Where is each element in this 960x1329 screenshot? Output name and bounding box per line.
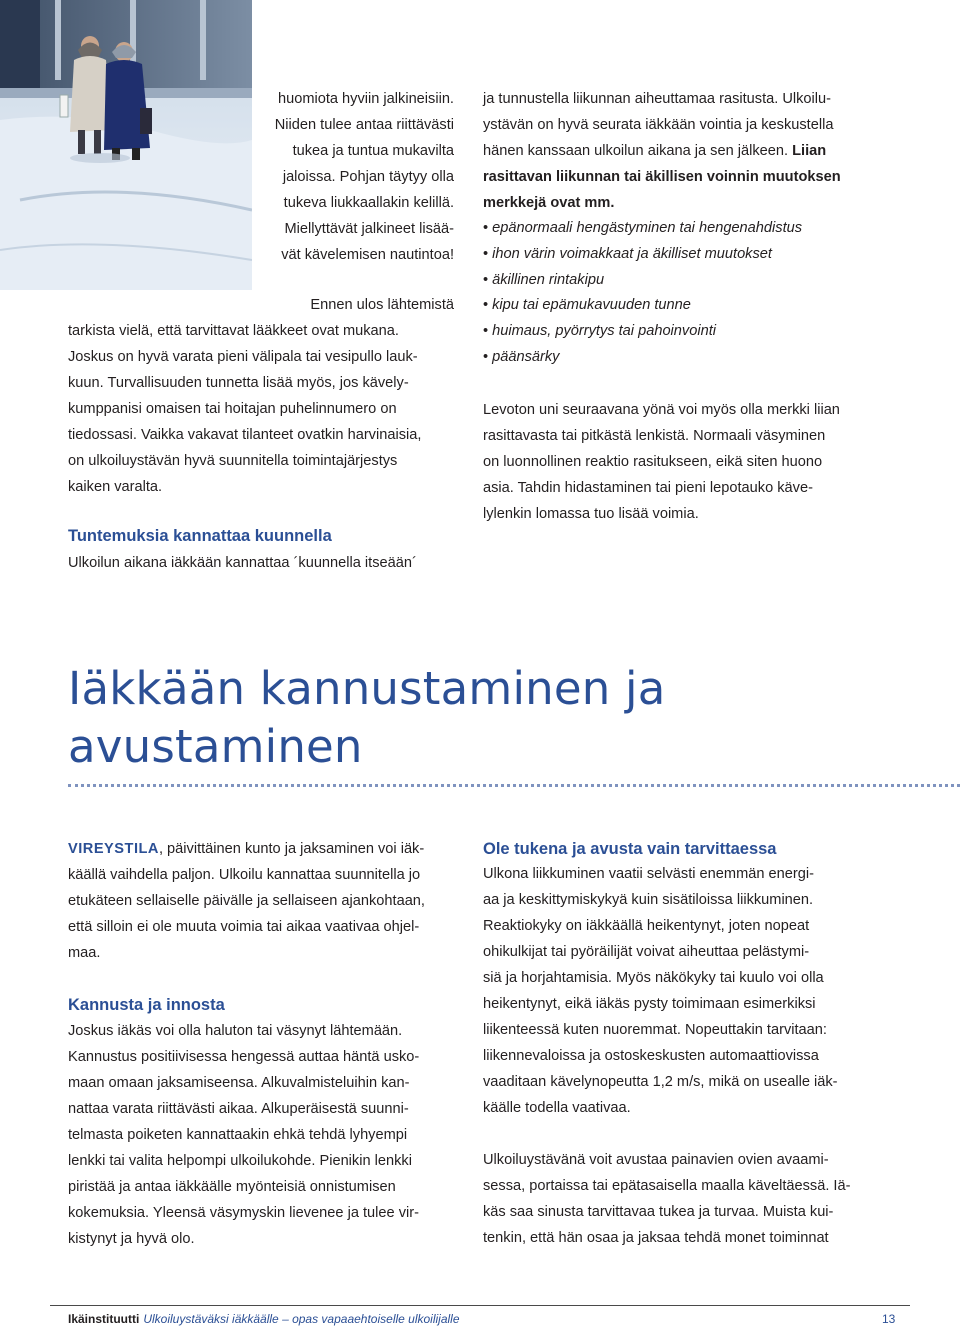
text-line: Kannustus positiivisessa hengessä auttaa häntä usko-: [68, 1049, 420, 1065]
bold-inline: Liian: [792, 143, 827, 159]
text-line: liikennevaloissa ja ostoskeskusten automaattiovissa: [483, 1048, 819, 1064]
text-line: liikenteessä kuten nuoremmat. Nopeuttakin tarvitaan:: [483, 1022, 827, 1038]
right-bottom-column: [483, 837, 883, 1251]
text-line: Ennen ulos lähtemistä: [310, 297, 454, 313]
text-line: kumppanisi omaisen tai hoitajan puhelinnumero on: [68, 401, 397, 417]
text-line: telmasta poiketen kannattaakin ehkä tehdä lyhyempi: [68, 1127, 408, 1143]
text-line: heikentynyt, eikä iäkäs pysty toimimaan esimerkiksi: [483, 996, 816, 1012]
text-line: tukeva liukkaallakin kelillä.: [283, 195, 454, 211]
winter-walk-photo: [0, 0, 252, 290]
text-line: nattaa varata riittävästi aikaa. Alkuperäisestä suunni-: [68, 1101, 409, 1117]
dotted-divider: [68, 784, 960, 787]
text-line: Ulkoiluystävänä voit avustaa painavien ovien avaami-: [483, 1152, 829, 1168]
list-item: • huimaus, pyörrytys tai pahoinvointi: [483, 319, 883, 345]
listen-line: Ulkoilun aikana iäkkään kannattaa ´kuunnella itseään´: [68, 555, 417, 571]
text-line: vaaditaan kävelynopeutta 1,2 m/s, mikä on usealle iäk-: [483, 1074, 838, 1090]
text-line: maan omaan jaksamiseensa. Alkuvalmisteluihin kan-: [68, 1075, 410, 1091]
list-item: • päänsärky: [483, 345, 883, 371]
text-line: huomiota hyviin jalkineisiin.: [277, 91, 454, 107]
text-line: ja tunnustella liikunnan aiheuttamaa rasitusta. Ulkoilu-: [483, 91, 832, 107]
text-line: lenkki tai valita helpompi ulkoilukohde. Pienikin lenkki: [68, 1153, 412, 1169]
text-line: , päivittäinen kunto ja jaksaminen voi iäk-: [158, 841, 425, 857]
text-line: Reaktiokyky on iäkkäällä heikentynyt, joten nopeat: [483, 918, 810, 934]
text-line: kuun. Turvallisuuden tunnetta lisää myös, jos kävely-: [68, 375, 409, 391]
listen-section: [68, 524, 458, 576]
text-line: hänen kanssaan ulkoilun aikana ja sen jälkeen.: [483, 143, 789, 159]
footer: [68, 1311, 460, 1327]
text-line: kaiken varalta.: [68, 479, 163, 495]
text-line: vät kävelemisen nautintoa!: [281, 247, 454, 263]
right-top-column: [483, 86, 883, 527]
text-line: että silloin ei ole muuta voimia tai aikaa vaativaa ohjel-: [68, 919, 420, 935]
warning-signs-list: [483, 216, 883, 371]
text-line: aa ja keskittymiskykyä kuin sisätiloissa liikkuminen.: [483, 892, 814, 908]
text-line: Miellyttävät jalkineet lisää-: [284, 221, 454, 237]
text-line: käällä vaihdella paljon. Ulkoilu kannattaa suunnitella jo: [68, 867, 421, 883]
footer-title: Ulkoiluystäväksi iäkkäälle – opas vapaaehtoiselle ulkoilijalle: [143, 1312, 460, 1326]
bold-line: rasittavan liikunnan tai äkillisen voinnin muutoksen: [483, 169, 841, 185]
footer-org: Ikäinstituutti: [68, 1312, 140, 1326]
text-line: asia. Tahdin hidastaminen tai pieni lepotauko käve-: [483, 479, 813, 496]
listen-heading: Tuntemuksia kannattaa kuunnella: [68, 527, 332, 545]
section-title-line: Iäkkään kannustaminen ja: [68, 662, 666, 715]
section-title: [68, 660, 665, 776]
text-line: ystävän on hyvä seurata iäkkään vointia ja keskustella: [483, 117, 834, 133]
text-line: jaloissa. Pohjan täytyy olla: [282, 169, 454, 185]
footer-rule: [50, 1305, 910, 1306]
text-line: Joskus on hyvä varata pieni välipala tai vesipullo lauk-: [68, 349, 418, 365]
text-line: on luonnollinen reaktio rasitukseen, eikä siten huono: [483, 453, 823, 470]
intro-wrap-text: [252, 86, 454, 268]
text-line: Niiden tulee antaa riittävästi: [274, 117, 454, 133]
text-line: ohikulkijat tai pyöräilijät voivat aiheuttaa pelästymi-: [483, 944, 810, 960]
text-line: Levoton uni seuraavana yönä voi myös olla merkki liian: [483, 401, 840, 418]
text-line: käs saa sinusta tarvittavaa tukea ja turvaa. Muista kui-: [483, 1204, 834, 1220]
text-line: kistynyt ja hyvä olo.: [68, 1231, 195, 1247]
text-line: tenkin, että hän osaa ja jaksaa tehdä monet toiminnat: [483, 1230, 829, 1246]
text-line: käälle todella vaativaa.: [483, 1100, 631, 1116]
list-item: • kipu tai epämukavuuden tunne: [483, 293, 883, 319]
text-line: Ulkona liikkuminen vaatii selvästi enemmän energi-: [483, 866, 814, 882]
text-line: tarkista vielä, että tarvittavat lääkkeet ovat mukana.: [68, 323, 399, 339]
encourage-heading: Kannusta ja innosta: [68, 996, 225, 1014]
text-line: kokemuksia. Yleensä väsymyskin lievenee ja tulee vir-: [68, 1205, 419, 1221]
text-line: sessa, portaissa tai epätasaisella maalla käveltäessä. Iä-: [483, 1178, 851, 1194]
page-number: 13: [882, 1312, 896, 1326]
text-line: maa.: [68, 945, 101, 961]
text-line: lylenkin lomassa tuo lisää voimia.: [483, 505, 699, 522]
lead-word: VIREYSTILA: [68, 841, 159, 857]
section-title-line: avustaminen: [68, 720, 363, 773]
text-line: tukea ja tuntua mukavilta: [292, 143, 454, 159]
text-line: tiedossasi. Vaikka vakavat tilanteet ovatkin harvinaisia,: [68, 427, 422, 443]
support-heading: Ole tukena ja avusta vain tarvittaessa: [483, 840, 777, 858]
list-item: • äkillinen rintakipu: [483, 268, 883, 294]
text-line: piristää ja antaa iäkkäälle myönteisiä onnistumisen: [68, 1179, 396, 1195]
text-line: Joskus iäkäs voi olla haluton tai väsynyt lähtemään.: [68, 1023, 403, 1039]
list-item: • epänormaali hengästyminen tai hengenahdistus: [483, 216, 883, 242]
list-item: • ihon värin voimakkaat ja äkilliset muutokset: [483, 242, 883, 268]
intro-continuation: [68, 292, 454, 500]
bold-line: merkkejä ovat mm.: [483, 195, 615, 211]
text-line: siä ja horjahtamisia. Myös näkökyky tai kuulo voi olla: [483, 970, 824, 986]
text-line: on ulkoiluystävän hyvä suunnitella toimintajärjestys: [68, 453, 398, 469]
text-line: etukäteen sellaiselle päivälle ja sellaiseen ajankohtaan,: [68, 893, 425, 909]
left-bottom-column: [68, 836, 460, 1252]
text-line: rasittavasta tai pitkästä lenkistä. Normaali väsyminen: [483, 427, 826, 444]
